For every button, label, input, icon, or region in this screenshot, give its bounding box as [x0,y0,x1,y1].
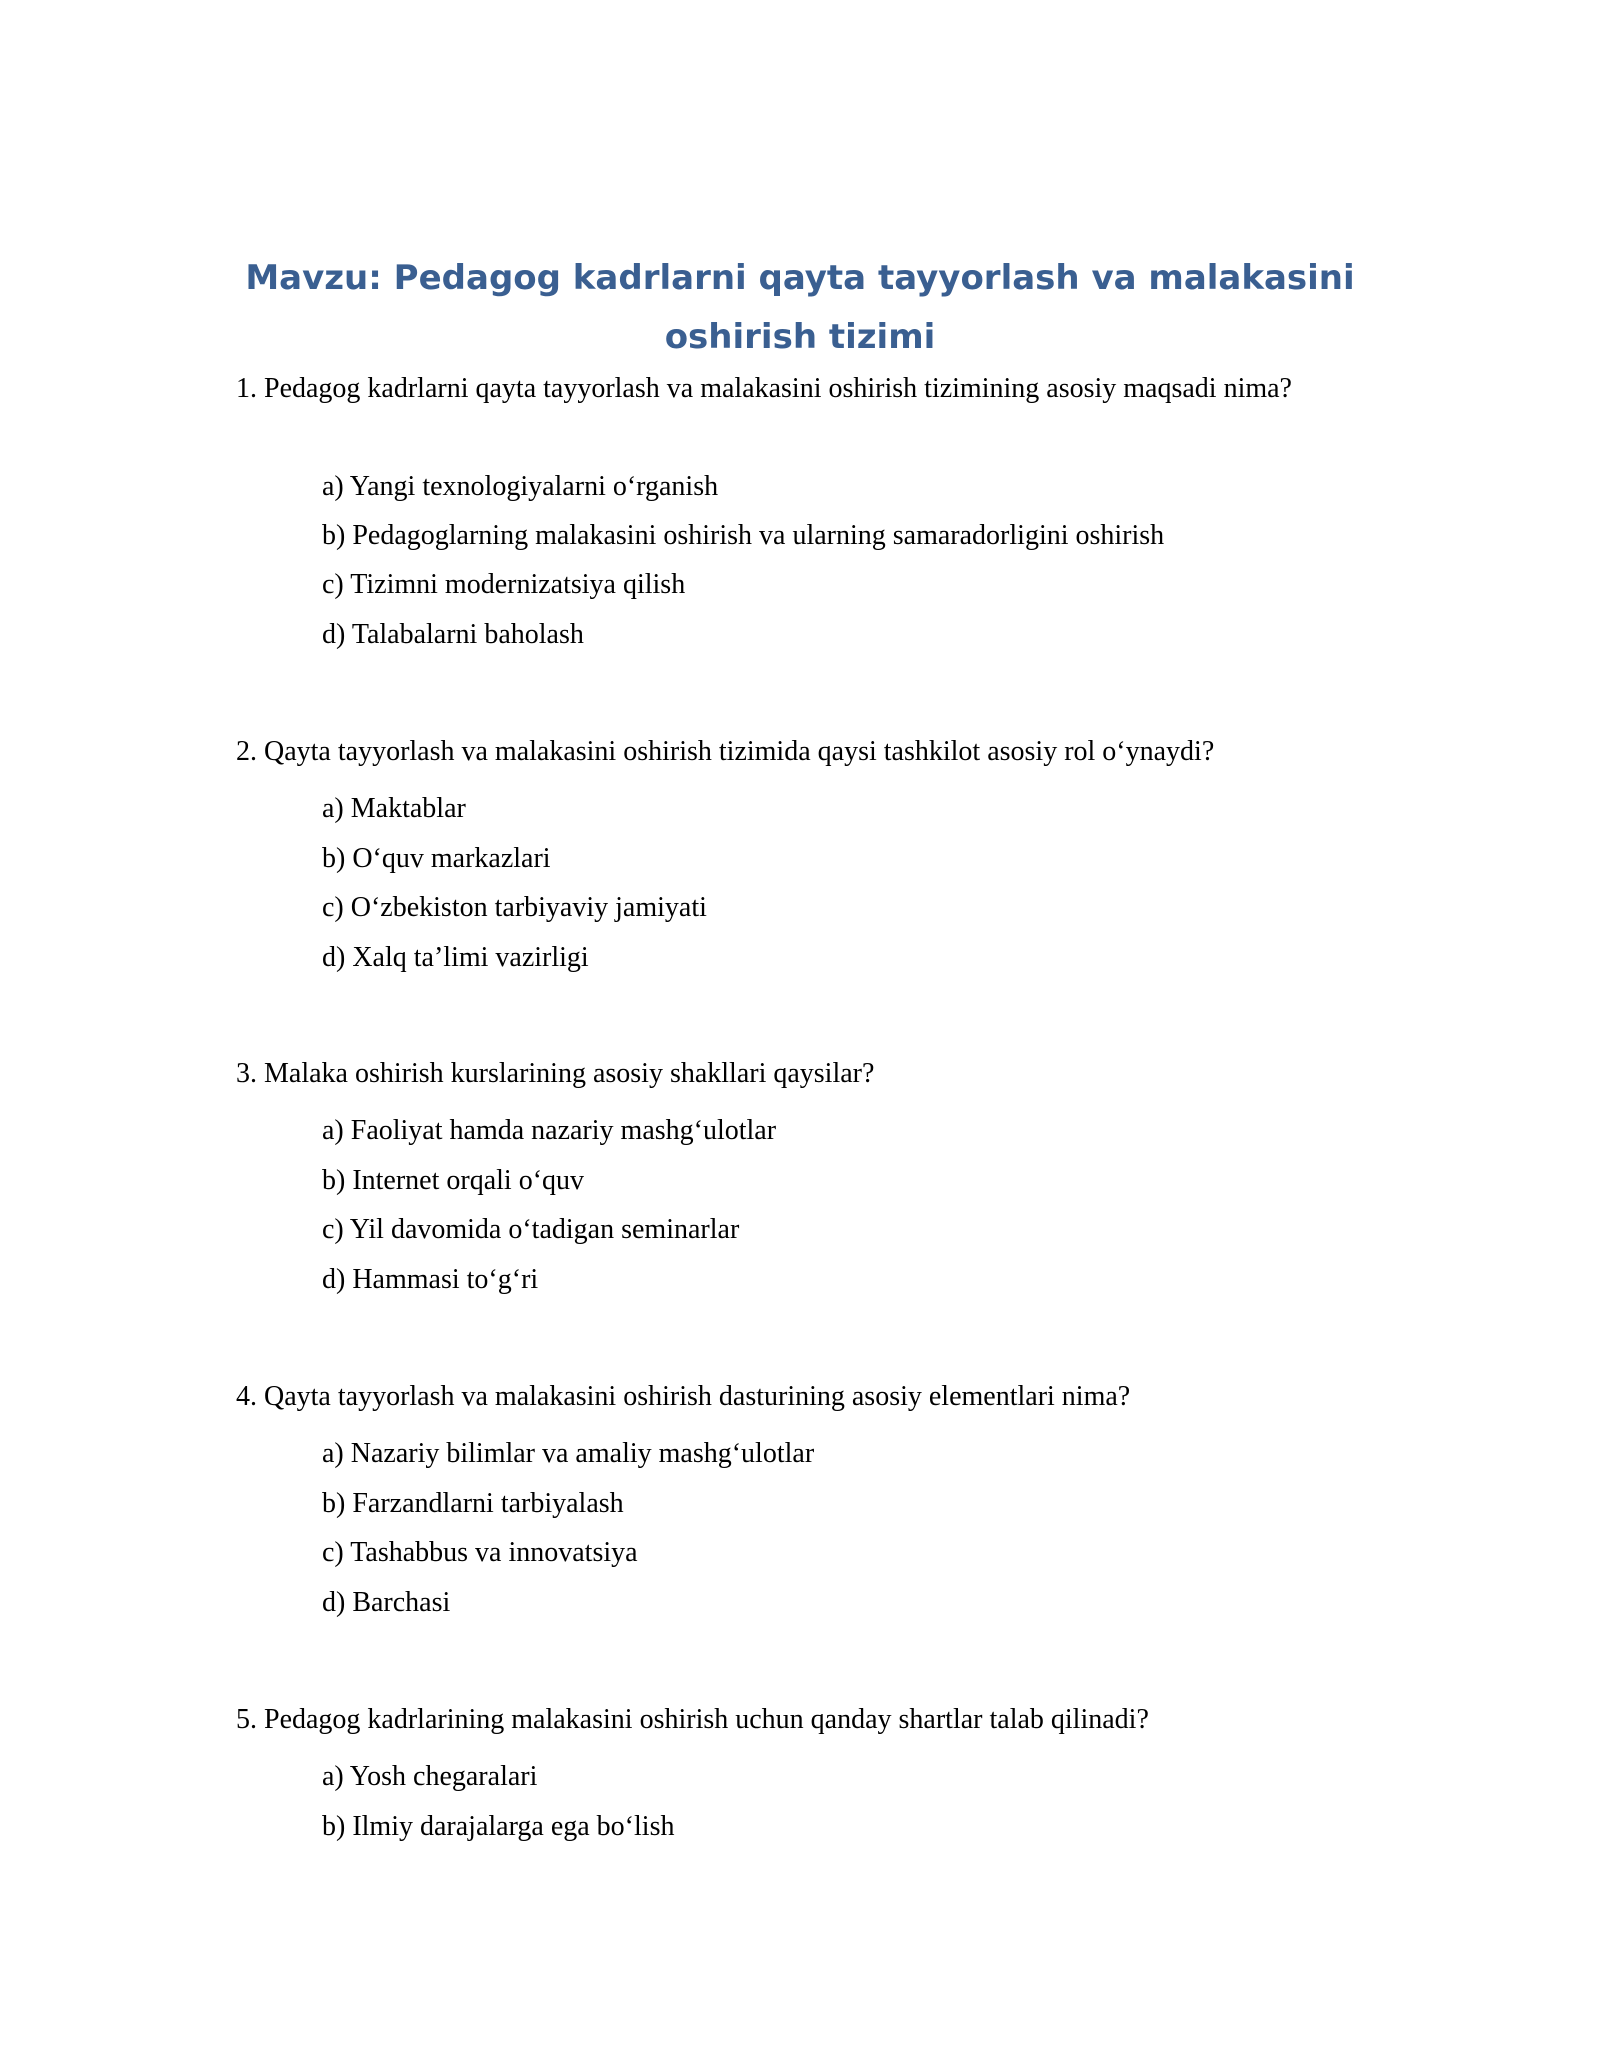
question-2-option-d: d) Xalq ta’limi vazirligi [322,942,589,973]
question-4-option-a: a) Nazariy bilimlar va amaliy mashg‘ulotlar [322,1438,815,1469]
question-5-option-b: b) Ilmiy darajalarga ega bo‘lish [322,1811,675,1842]
question-3-option-b: b) Internet orqali o‘quv [322,1165,585,1196]
question-1-option-c: c) Tizimni modernizatsiya qilish [322,569,686,600]
document-title-line-1: Mavzu: Pedagog kadrlarni qayta tayyorlash va malakasini [245,258,1355,298]
question-3-option-c: c) Yil davomida o‘tadigan seminarlar [322,1214,740,1245]
question-5-option-a: a) Yosh chegaralari [322,1761,538,1792]
document-title-line-2: oshirish tizimi [664,317,936,357]
question-1-option-b: b) Pedagoglarning malakasini oshirish va ularning samaradorligini oshirish [322,520,1165,551]
question-2-option-a: a) Maktablar [322,793,466,824]
question-3-option-a: a) Faoliyat hamda nazariy mashg‘ulotlar [322,1115,777,1146]
question-4: 4. Qayta tayyorlash va malakasini oshirish dasturining asosiy elementlari nima? [236,1381,1131,1412]
question-3: 3. Malaka oshirish kurslarining asosiy shakllari qaysilar? [236,1058,875,1089]
question-5: 5. Pedagog kadrlarining malakasini oshirish uchun qanday shartlar talab qilinadi? [236,1704,1149,1735]
question-4-option-b: b) Farzandlarni tarbiyalash [322,1488,624,1519]
question-4-option-c: c) Tashabbus va innovatsiya [322,1537,638,1568]
question-1-option-d: d) Talabalarni baholash [322,619,584,650]
question-1: 1. Pedagog kadrlarni qayta tayyorlash va malakasini oshirish tizimining asosiy maqsadi nima? [236,373,1292,404]
question-3-option-d: d) Hammasi to‘g‘ri [322,1264,539,1295]
question-2: 2. Qayta tayyorlash va malakasini oshirish tizimida qaysi tashkilot asosiy rol o‘ynaydi? [236,736,1215,767]
question-1-option-a: a) Yangi texnologiyalarni o‘rganish [322,471,719,502]
question-4-option-d: d) Barchasi [322,1587,451,1618]
question-2-option-c: c) O‘zbekiston tarbiyaviy jamiyati [322,892,707,923]
question-2-option-b: b) O‘quv markazlari [322,843,551,874]
